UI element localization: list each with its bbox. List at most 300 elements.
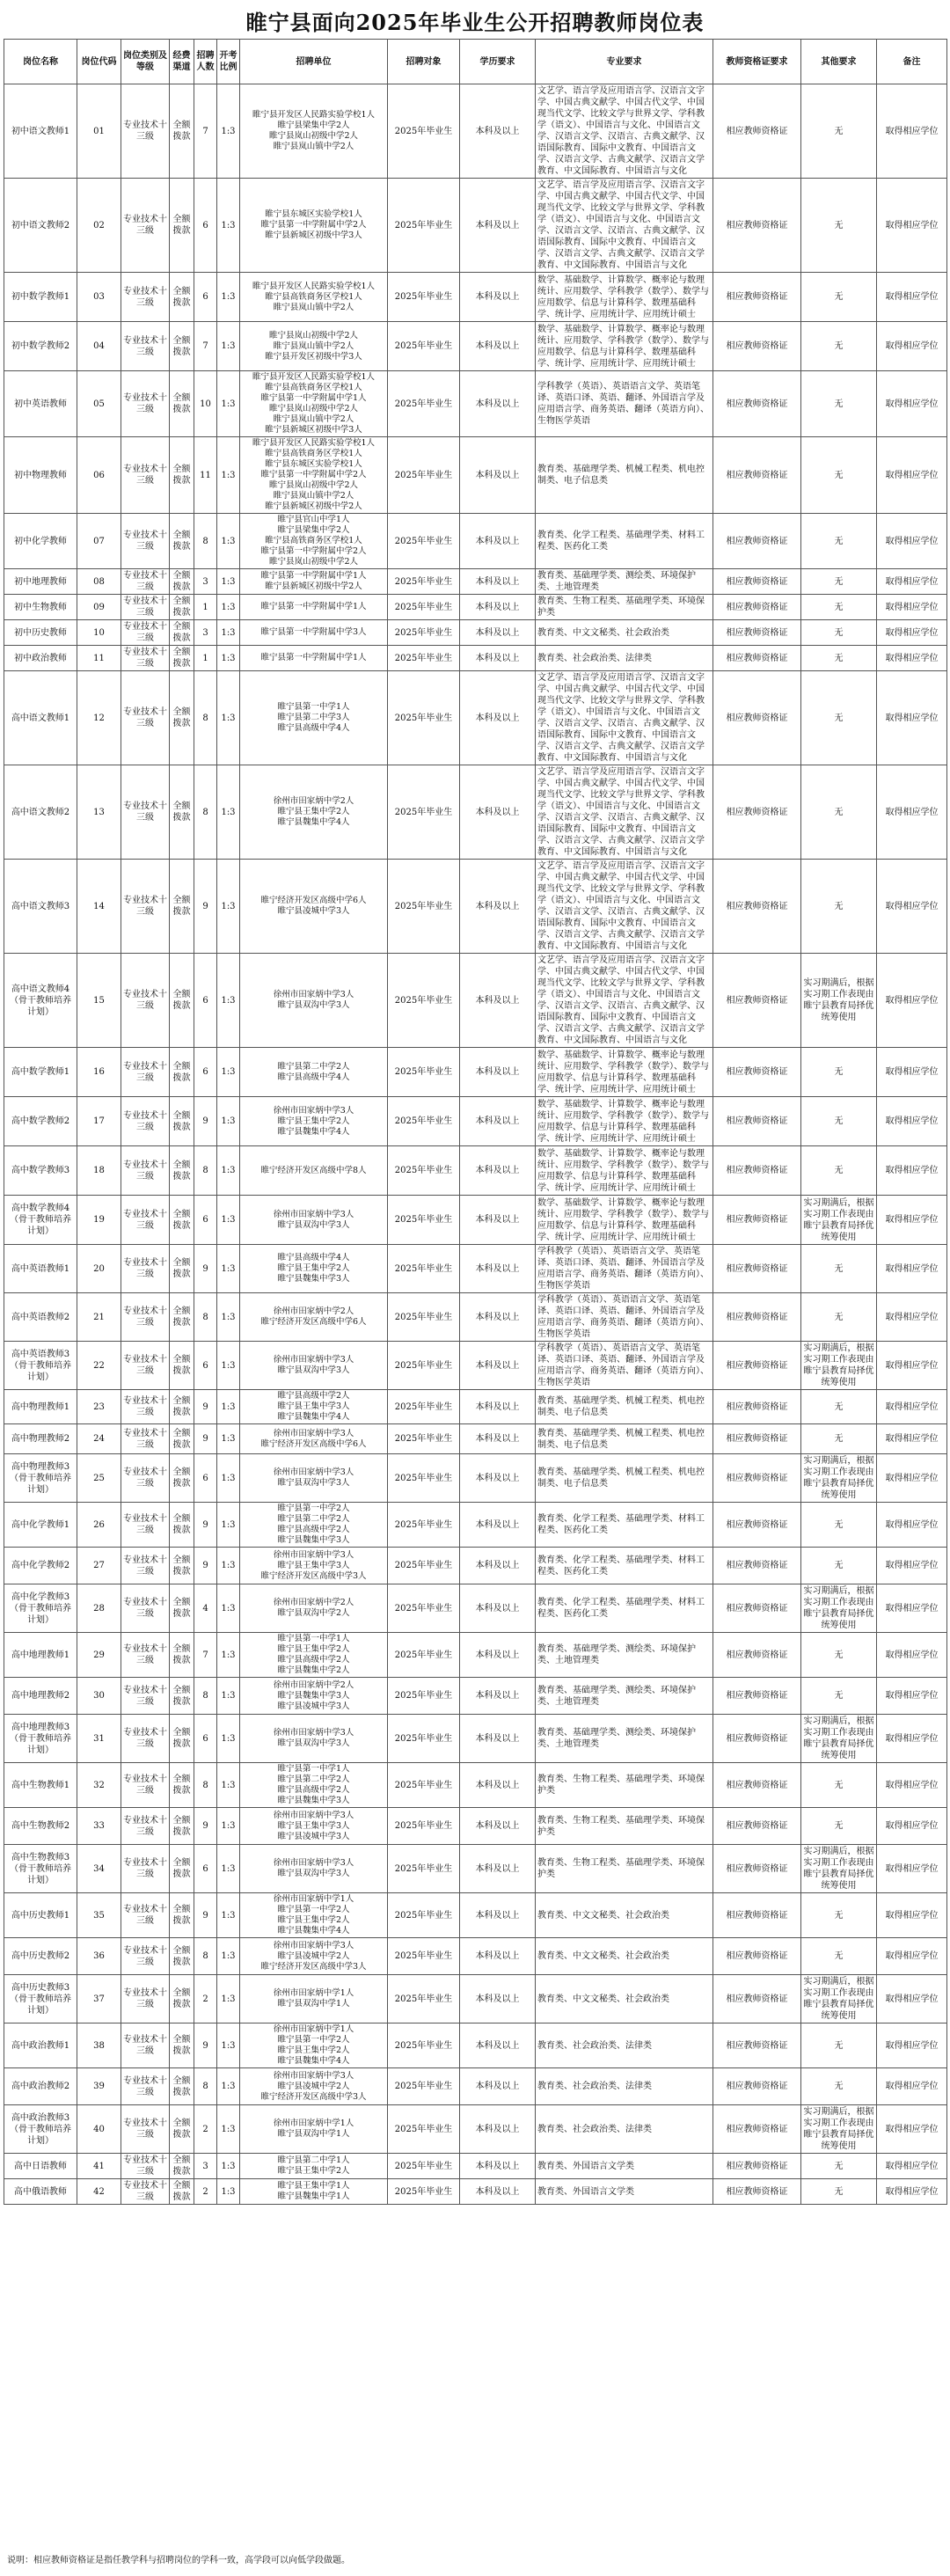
target-cell: 2025年毕业生 xyxy=(388,1975,460,2023)
remark-cell: 取得相应学位 xyxy=(877,671,947,765)
header-cell: 岗位代码 xyxy=(77,40,121,84)
remark-cell: 取得相应学位 xyxy=(877,1245,947,1293)
position-category-cell: 专业技术十三级 xyxy=(121,1845,170,1893)
headcount-cell: 8 xyxy=(194,2068,217,2105)
exam-ratio-cell: 1:3 xyxy=(217,1845,240,1893)
exam-ratio-cell: 1:3 xyxy=(217,273,240,322)
position-category-cell: 专业技术十三级 xyxy=(121,1196,170,1245)
position-name-cell: 初中物理教师 xyxy=(4,437,77,514)
remark-cell: 取得相应学位 xyxy=(877,595,947,620)
other-requirement-cell: 无 xyxy=(801,179,877,273)
hiring-units-cell: 睢宁县高级中学2人 睢宁县王集中学3人 睢宁县魏集中学4人 xyxy=(240,1390,388,1424)
major-requirement-cell: 教育类、中文文秘类、社会政治类 xyxy=(536,1893,713,1938)
hiring-units-cell: 徐州市田家炳中学3人 睢宁县双沟中学3人 xyxy=(240,1715,388,1763)
header-cell: 学历要求 xyxy=(460,40,536,84)
position-category-cell: 专业技术十三级 xyxy=(121,1893,170,1938)
table-row xyxy=(4,179,947,273)
major-requirement-cell: 文艺学、语言学及应用语言学、汉语言文字学、中国古典文献学、中国古代文学、中国现当代文学、比较文学与世界文学、学科教学（语文）、中国语言与文化、中国语言文学、汉语言文学、汉语言、古典文献学、汉语国际教育、国际中文教育、中国语言文学、汉语言文学、古典文献学、汉语言文学教育、中文国际教育、中国语言与文化 xyxy=(536,84,713,179)
position-code-cell: 24 xyxy=(77,1424,121,1454)
remark-cell: 取得相应学位 xyxy=(877,273,947,322)
position-code-cell: 34 xyxy=(77,1845,121,1893)
education-cell: 本科及以上 xyxy=(460,1715,536,1763)
position-name-cell: 高中地理教师2 xyxy=(4,1678,77,1715)
funding-cell: 全额拨款 xyxy=(170,1763,194,1808)
other-requirement-cell: 实习期满后，根据实习期工作表现由睢宁县教育局择优统筹使用 xyxy=(801,1454,877,1503)
headcount-cell: 7 xyxy=(194,84,217,179)
certificate-cell: 相应教师资格证 xyxy=(713,1975,801,2023)
education-cell: 本科及以上 xyxy=(460,569,536,595)
hiring-units-cell: 睢宁县第二中学1人 睢宁县王集中学2人 xyxy=(240,2154,388,2179)
funding-cell: 全额拨款 xyxy=(170,1097,194,1146)
table-row xyxy=(4,1763,947,1808)
exam-ratio-cell: 1:3 xyxy=(217,437,240,514)
funding-cell: 全额拨款 xyxy=(170,1424,194,1454)
position-code-cell: 12 xyxy=(77,671,121,765)
position-category-cell: 专业技术十三级 xyxy=(121,1424,170,1454)
education-cell: 本科及以上 xyxy=(460,2105,536,2154)
other-requirement-cell: 无 xyxy=(801,765,877,860)
certificate-cell: 相应教师资格证 xyxy=(713,2154,801,2179)
education-cell: 本科及以上 xyxy=(460,437,536,514)
position-category-cell: 专业技术十三级 xyxy=(121,569,170,595)
position-category-cell: 专业技术十三级 xyxy=(121,860,170,954)
major-requirement-cell: 教育类、基础理学类、机械工程类、机电控制类、电子信息类 xyxy=(536,437,713,514)
other-requirement-cell: 无 xyxy=(801,569,877,595)
position-name-cell: 高中政治教师2 xyxy=(4,2068,77,2105)
header-cell: 招聘人数 xyxy=(194,40,217,84)
major-requirement-cell: 数学、基础数学、计算数学、概率论与数理统计、应用数学、学科教学（数学）、数学与应用数学、信息与计算科学、数理基础科学、统计学、应用统计学、应用统计硕士 xyxy=(536,1146,713,1196)
table-row xyxy=(4,1845,947,1893)
funding-cell: 全额拨款 xyxy=(170,765,194,860)
exam-ratio-cell: 1:3 xyxy=(217,2023,240,2068)
table-row xyxy=(4,765,947,860)
funding-cell: 全额拨款 xyxy=(170,1342,194,1390)
target-cell: 2025年毕业生 xyxy=(388,1342,460,1390)
hiring-units-cell: 睢宁县开发区人民路实验学校1人 睢宁县高铁商务区学校1人 睢宁县岚山镇中学2人 xyxy=(240,273,388,322)
education-cell: 本科及以上 xyxy=(460,671,536,765)
other-requirement-cell: 无 xyxy=(801,1048,877,1097)
hiring-units-cell: 徐州市田家炳中学3人 睢宁县双沟中学3人 xyxy=(240,1454,388,1503)
table-row xyxy=(4,371,947,437)
other-requirement-cell: 无 xyxy=(801,2068,877,2105)
exam-ratio-cell: 1:3 xyxy=(217,2179,240,2205)
certificate-cell: 相应教师资格证 xyxy=(713,1938,801,1975)
headcount-cell: 8 xyxy=(194,765,217,860)
funding-cell: 全额拨款 xyxy=(170,595,194,620)
funding-cell: 全额拨款 xyxy=(170,1938,194,1975)
table-row xyxy=(4,1342,947,1390)
headcount-cell: 3 xyxy=(194,2154,217,2179)
headcount-cell: 9 xyxy=(194,2023,217,2068)
remark-cell: 取得相应学位 xyxy=(877,1715,947,1763)
position-category-cell: 专业技术十三级 xyxy=(121,646,170,671)
education-cell: 本科及以上 xyxy=(460,322,536,371)
education-cell: 本科及以上 xyxy=(460,954,536,1048)
header-cell: 经费渠道 xyxy=(170,40,194,84)
headcount-cell: 6 xyxy=(194,1845,217,1893)
position-code-cell: 16 xyxy=(77,1048,121,1097)
target-cell: 2025年毕业生 xyxy=(388,2154,460,2179)
header-cell: 开考比例 xyxy=(217,40,240,84)
position-name-cell: 高中历史教师3（骨干教师培养计划） xyxy=(4,1975,77,2023)
major-requirement-cell: 教育类、中文文秘类、社会政治类 xyxy=(536,1975,713,2023)
hiring-units-cell: 徐州市田家炳中学3人 睢宁县双沟中学3人 xyxy=(240,1342,388,1390)
table-row xyxy=(4,646,947,671)
remark-cell: 取得相应学位 xyxy=(877,954,947,1048)
target-cell: 2025年毕业生 xyxy=(388,1245,460,1293)
hiring-units-cell: 睢宁县王集中学1人 睢宁县魏集中学1人 xyxy=(240,2179,388,2205)
position-name-cell: 高中化学教师3（骨干教师培养计划） xyxy=(4,1584,77,1633)
position-category-cell: 专业技术十三级 xyxy=(121,2023,170,2068)
position-category-cell: 专业技术十三级 xyxy=(121,1633,170,1678)
headcount-cell: 9 xyxy=(194,1097,217,1146)
exam-ratio-cell: 1:3 xyxy=(217,1196,240,1245)
certificate-cell: 相应教师资格证 xyxy=(713,1146,801,1196)
exam-ratio-cell: 1:3 xyxy=(217,860,240,954)
remark-cell: 取得相应学位 xyxy=(877,1633,947,1678)
major-requirement-cell: 教育类、基础理学类、机械工程类、机电控制类、电子信息类 xyxy=(536,1390,713,1424)
other-requirement-cell: 无 xyxy=(801,860,877,954)
position-code-cell: 41 xyxy=(77,2154,121,2179)
table-row xyxy=(4,1390,947,1424)
education-cell: 本科及以上 xyxy=(460,2179,536,2205)
funding-cell: 全额拨款 xyxy=(170,371,194,437)
exam-ratio-cell: 1:3 xyxy=(217,671,240,765)
remark-cell: 取得相应学位 xyxy=(877,1548,947,1584)
remark-cell: 取得相应学位 xyxy=(877,2154,947,2179)
position-name-cell: 初中生物教师 xyxy=(4,595,77,620)
other-requirement-cell: 无 xyxy=(801,1097,877,1146)
position-code-cell: 40 xyxy=(77,2105,121,2154)
target-cell: 2025年毕业生 xyxy=(388,620,460,646)
hiring-units-cell: 睢宁县高级中学4人 睢宁县王集中学2人 睢宁县魏集中学3人 xyxy=(240,1245,388,1293)
headcount-cell: 8 xyxy=(194,1763,217,1808)
position-code-cell: 10 xyxy=(77,620,121,646)
position-code-cell: 35 xyxy=(77,1893,121,1938)
header-cell: 招聘单位 xyxy=(240,40,388,84)
other-requirement-cell: 无 xyxy=(801,2023,877,2068)
headcount-cell: 9 xyxy=(194,1808,217,1845)
headcount-cell: 9 xyxy=(194,1424,217,1454)
education-cell: 本科及以上 xyxy=(460,765,536,860)
exam-ratio-cell: 1:3 xyxy=(217,765,240,860)
exam-ratio-cell: 1:3 xyxy=(217,620,240,646)
table-row xyxy=(4,1293,947,1342)
certificate-cell: 相应教师资格证 xyxy=(713,1633,801,1678)
headcount-cell: 9 xyxy=(194,1503,217,1548)
certificate-cell: 相应教师资格证 xyxy=(713,2023,801,2068)
remark-cell: 取得相应学位 xyxy=(877,569,947,595)
hiring-units-cell: 徐州市田家炳中学3人 睢宁县凌城中学2人 睢宁经济开发区高级中学3人 xyxy=(240,2068,388,2105)
certificate-cell: 相应教师资格证 xyxy=(713,1424,801,1454)
footnote: 说明：相应教师资格证是指任教学科与招聘岗位的学科一致，高学段可以向低学段做题。 xyxy=(7,2556,350,2565)
headcount-cell: 4 xyxy=(194,1584,217,1633)
target-cell: 2025年毕业生 xyxy=(388,860,460,954)
remark-cell: 取得相应学位 xyxy=(877,322,947,371)
hiring-units-cell: 徐州市田家炳中学1人 睢宁县双沟中学1人 xyxy=(240,1975,388,2023)
position-code-cell: 22 xyxy=(77,1342,121,1390)
education-cell: 本科及以上 xyxy=(460,1975,536,2023)
exam-ratio-cell: 1:3 xyxy=(217,322,240,371)
hiring-units-cell: 徐州市田家炳中学2人 睢宁县双沟中学2人 xyxy=(240,1584,388,1633)
position-category-cell: 专业技术十三级 xyxy=(121,84,170,179)
major-requirement-cell: 数学、基础数学、计算数学、概率论与数理统计、应用数学、学科教学（数学）、数学与应用数学、信息与计算科学、数理基础科学、统计学、应用统计学、应用统计硕士 xyxy=(536,1196,713,1245)
exam-ratio-cell: 1:3 xyxy=(217,2105,240,2154)
hiring-units-cell: 徐州市田家炳中学3人 睢宁县双沟中学3人 xyxy=(240,954,388,1048)
hiring-units-cell: 徐州市田家炳中学3人 睢宁县凌城中学2人 睢宁经济开发区高级中学3人 xyxy=(240,1938,388,1975)
other-requirement-cell: 无 xyxy=(801,2154,877,2179)
exam-ratio-cell: 1:3 xyxy=(217,1503,240,1548)
exam-ratio-cell: 1:3 xyxy=(217,1763,240,1808)
position-category-cell: 专业技术十三级 xyxy=(121,1454,170,1503)
table-row xyxy=(4,1048,947,1097)
other-requirement-cell: 无 xyxy=(801,514,877,569)
other-requirement-cell: 实习期满后，根据实习期工作表现由睢宁县教育局择优统筹使用 xyxy=(801,1845,877,1893)
position-name-cell: 初中英语教师 xyxy=(4,371,77,437)
target-cell: 2025年毕业生 xyxy=(388,1424,460,1454)
table-row xyxy=(4,569,947,595)
exam-ratio-cell: 1:3 xyxy=(217,1342,240,1390)
other-requirement-cell: 实习期满后，根据实习期工作表现由睢宁县教育局择优统筹使用 xyxy=(801,1196,877,1245)
position-code-cell: 18 xyxy=(77,1146,121,1196)
hiring-units-cell: 徐州市田家炳中学3人 睢宁县王集中学3人 睢宁县凌城中学3人 xyxy=(240,1808,388,1845)
position-name-cell: 高中日语教师 xyxy=(4,2154,77,2179)
remark-cell: 取得相应学位 xyxy=(877,1503,947,1548)
position-name-cell: 高中语文教师4（骨干教师培养计划） xyxy=(4,954,77,1048)
funding-cell: 全额拨款 xyxy=(170,1548,194,1584)
other-requirement-cell: 实习期满后，根据实习期工作表现由睢宁县教育局择优统筹使用 xyxy=(801,1342,877,1390)
other-requirement-cell: 无 xyxy=(801,1548,877,1584)
hiring-units-cell: 睢宁县第一中学1人 睢宁县第二中学2人 睢宁县高级中学2人 睢宁县魏集中学3人 xyxy=(240,1763,388,1808)
table-row xyxy=(4,1633,947,1678)
position-category-cell: 专业技术十三级 xyxy=(121,1048,170,1097)
hiring-units-cell: 徐州市田家炳中学2人 睢宁县魏集中学3人 睢宁县凌城中学3人 xyxy=(240,1678,388,1715)
other-requirement-cell: 无 xyxy=(801,1633,877,1678)
certificate-cell: 相应教师资格证 xyxy=(713,671,801,765)
major-requirement-cell: 教育类、外国语言文学类 xyxy=(536,2154,713,2179)
target-cell: 2025年毕业生 xyxy=(388,437,460,514)
funding-cell: 全额拨款 xyxy=(170,569,194,595)
headcount-cell: 1 xyxy=(194,646,217,671)
funding-cell: 全额拨款 xyxy=(170,620,194,646)
headcount-cell: 6 xyxy=(194,1715,217,1763)
education-cell: 本科及以上 xyxy=(460,1584,536,1633)
position-code-cell: 38 xyxy=(77,2023,121,2068)
position-code-cell: 37 xyxy=(77,1975,121,2023)
certificate-cell: 相应教师资格证 xyxy=(713,1808,801,1845)
headcount-cell: 2 xyxy=(194,1975,217,2023)
major-requirement-cell: 学科教学（英语）、英语语言文学、英语笔译、英语口译、英语、翻译、外国语言学及应用语言学、商务英语、翻译（英语方向）、生物医学英语 xyxy=(536,1293,713,1342)
table-row xyxy=(4,1975,947,2023)
major-requirement-cell: 文艺学、语言学及应用语言学、汉语言文字学、中国古典文献学、中国古代文学、中国现当代文学、比较文学与世界文学、学科教学（语文）、中国语言与文化、中国语言文学、汉语言文学、汉语言、古典文献学、汉语国际教育、国际中文教育、中国语言文学、汉语言文学、古典文献学、汉语言文学教育、中文国际教育、中国语言与文化 xyxy=(536,179,713,273)
funding-cell: 全额拨款 xyxy=(170,1146,194,1196)
exam-ratio-cell: 1:3 xyxy=(217,371,240,437)
other-requirement-cell: 无 xyxy=(801,322,877,371)
position-name-cell: 初中历史教师 xyxy=(4,620,77,646)
document-title: 睢宁县面向2025年毕业生公开招聘教师岗位表 xyxy=(245,10,705,35)
table-row xyxy=(4,1146,947,1196)
remark-cell: 取得相应学位 xyxy=(877,1097,947,1146)
certificate-cell: 相应教师资格证 xyxy=(713,371,801,437)
hiring-units-cell: 睢宁县第一中学附属中学1人 xyxy=(240,646,388,671)
remark-cell: 取得相应学位 xyxy=(877,371,947,437)
position-code-cell: 26 xyxy=(77,1503,121,1548)
certificate-cell: 相应教师资格证 xyxy=(713,514,801,569)
hiring-units-cell: 徐州市田家炳中学2人 睢宁县王集中学2人 睢宁县魏集中学4人 xyxy=(240,765,388,860)
headcount-cell: 2 xyxy=(194,2179,217,2205)
position-code-cell: 04 xyxy=(77,322,121,371)
headcount-cell: 7 xyxy=(194,322,217,371)
target-cell: 2025年毕业生 xyxy=(388,1678,460,1715)
table-row xyxy=(4,437,947,514)
certificate-cell: 相应教师资格证 xyxy=(713,620,801,646)
target-cell: 2025年毕业生 xyxy=(388,1584,460,1633)
table-row xyxy=(4,595,947,620)
position-category-cell: 专业技术十三级 xyxy=(121,1293,170,1342)
position-name-cell: 高中生物教师3（骨干教师培养计划） xyxy=(4,1845,77,1893)
position-name-cell: 高中数学教师3 xyxy=(4,1146,77,1196)
table-row xyxy=(4,860,947,954)
major-requirement-cell: 教育类、基础理学类、机械工程类、机电控制类、电子信息类 xyxy=(536,1454,713,1503)
education-cell: 本科及以上 xyxy=(460,2154,536,2179)
certificate-cell: 相应教师资格证 xyxy=(713,860,801,954)
education-cell: 本科及以上 xyxy=(460,860,536,954)
position-code-cell: 13 xyxy=(77,765,121,860)
funding-cell: 全额拨款 xyxy=(170,179,194,273)
funding-cell: 全额拨款 xyxy=(170,1048,194,1097)
remark-cell: 取得相应学位 xyxy=(877,646,947,671)
target-cell: 2025年毕业生 xyxy=(388,1715,460,1763)
education-cell: 本科及以上 xyxy=(460,514,536,569)
funding-cell: 全额拨款 xyxy=(170,1975,194,2023)
table-row xyxy=(4,1808,947,1845)
hiring-units-cell: 睢宁经济开发区高级中学8人 xyxy=(240,1146,388,1196)
education-cell: 本科及以上 xyxy=(460,2068,536,2105)
position-category-cell: 专业技术十三级 xyxy=(121,273,170,322)
position-code-cell: 36 xyxy=(77,1938,121,1975)
exam-ratio-cell: 1:3 xyxy=(217,569,240,595)
remark-cell: 取得相应学位 xyxy=(877,514,947,569)
position-category-cell: 专业技术十三级 xyxy=(121,1763,170,1808)
education-cell: 本科及以上 xyxy=(460,1048,536,1097)
target-cell: 2025年毕业生 xyxy=(388,1390,460,1424)
funding-cell: 全额拨款 xyxy=(170,437,194,514)
hiring-units-cell: 徐州市田家炳中学3人 睢宁县王集中学3人 睢宁经济开发区高级中学3人 xyxy=(240,1548,388,1584)
major-requirement-cell: 学科教学（英语）、英语语言文学、英语笔译、英语口译、英语、翻译、外国语言学及应用语言学、商务英语、翻译（英语方向）、生物医学英语 xyxy=(536,1342,713,1390)
headcount-cell: 1 xyxy=(194,595,217,620)
certificate-cell: 相应教师资格证 xyxy=(713,1048,801,1097)
position-category-cell: 专业技术十三级 xyxy=(121,2068,170,2105)
target-cell: 2025年毕业生 xyxy=(388,273,460,322)
other-requirement-cell: 无 xyxy=(801,437,877,514)
major-requirement-cell: 教育类、化学工程类、基础理学类、材料工程类、医药化工类 xyxy=(536,1503,713,1548)
funding-cell: 全额拨款 xyxy=(170,1584,194,1633)
major-requirement-cell: 数学、基础数学、计算数学、概率论与数理统计、应用数学、学科教学（数学）、数学与应用数学、信息与计算科学、数理基础科学、统计学、应用统计学、应用统计硕士 xyxy=(536,1097,713,1146)
education-cell: 本科及以上 xyxy=(460,1763,536,1808)
target-cell: 2025年毕业生 xyxy=(388,1808,460,1845)
table-body xyxy=(4,84,947,2205)
position-name-cell: 初中政治教师 xyxy=(4,646,77,671)
target-cell: 2025年毕业生 xyxy=(388,1893,460,1938)
position-category-cell: 专业技术十三级 xyxy=(121,1975,170,2023)
education-cell: 本科及以上 xyxy=(460,1678,536,1715)
hiring-units-cell: 睢宁县开发区人民路实验学校1人 睢宁县高铁商务区学校1人 睢宁县第一中学附属中学1人 睢宁县岚山初级中学2人 睢宁县岚山镇中学2人 睢宁县新城区初级中学3人 xyxy=(240,371,388,437)
target-cell: 2025年毕业生 xyxy=(388,1097,460,1146)
position-name-cell: 高中政治教师1 xyxy=(4,2023,77,2068)
certificate-cell: 相应教师资格证 xyxy=(713,1097,801,1146)
certificate-cell: 相应教师资格证 xyxy=(713,179,801,273)
hiring-units-cell: 睢宁县第一中学附属中学3人 xyxy=(240,620,388,646)
table-row xyxy=(4,1715,947,1763)
header-cell: 岗位类别及等级 xyxy=(121,40,170,84)
headcount-cell: 6 xyxy=(194,954,217,1048)
position-name-cell: 高中化学教师1 xyxy=(4,1503,77,1548)
certificate-cell: 相应教师资格证 xyxy=(713,765,801,860)
education-cell: 本科及以上 xyxy=(460,1342,536,1390)
certificate-cell: 相应教师资格证 xyxy=(713,569,801,595)
position-code-cell: 32 xyxy=(77,1763,121,1808)
header-cell: 招聘对象 xyxy=(388,40,460,84)
position-code-cell: 25 xyxy=(77,1454,121,1503)
target-cell: 2025年毕业生 xyxy=(388,2023,460,2068)
exam-ratio-cell: 1:3 xyxy=(217,1633,240,1678)
table-row xyxy=(4,1503,947,1548)
remark-cell: 取得相应学位 xyxy=(877,2023,947,2068)
position-code-cell: 06 xyxy=(77,437,121,514)
exam-ratio-cell: 1:3 xyxy=(217,1715,240,1763)
position-category-cell: 专业技术十三级 xyxy=(121,1808,170,1845)
headcount-cell: 8 xyxy=(194,514,217,569)
position-code-cell: 15 xyxy=(77,954,121,1048)
major-requirement-cell: 教育类、生物工程类、基础理学类、环境保护类 xyxy=(536,1808,713,1845)
headcount-cell: 6 xyxy=(194,273,217,322)
position-category-cell: 专业技术十三级 xyxy=(121,1548,170,1584)
certificate-cell: 相应教师资格证 xyxy=(713,1763,801,1808)
other-requirement-cell: 无 xyxy=(801,2179,877,2205)
headcount-cell: 2 xyxy=(194,2105,217,2154)
other-requirement-cell: 无 xyxy=(801,371,877,437)
position-category-cell: 专业技术十三级 xyxy=(121,2154,170,2179)
position-name-cell: 高中地理教师3（骨干教师培养计划） xyxy=(4,1715,77,1763)
major-requirement-cell: 教育类、化学工程类、基础理学类、材料工程类、医药化工类 xyxy=(536,514,713,569)
headcount-cell: 8 xyxy=(194,1293,217,1342)
remark-cell: 取得相应学位 xyxy=(877,1763,947,1808)
hiring-units-cell: 睢宁县岚山初级中学2人 睢宁县岚山镇中学2人 睢宁县开发区初级中学3人 xyxy=(240,322,388,371)
remark-cell: 取得相应学位 xyxy=(877,1342,947,1390)
remark-cell: 取得相应学位 xyxy=(877,1808,947,1845)
table-row xyxy=(4,2154,947,2179)
exam-ratio-cell: 1:3 xyxy=(217,1293,240,1342)
funding-cell: 全额拨款 xyxy=(170,2154,194,2179)
position-name-cell: 初中数学教师2 xyxy=(4,322,77,371)
position-name-cell: 高中数学教师2 xyxy=(4,1097,77,1146)
funding-cell: 全额拨款 xyxy=(170,1678,194,1715)
headcount-cell: 8 xyxy=(194,1678,217,1715)
headcount-cell: 9 xyxy=(194,1893,217,1938)
position-category-cell: 专业技术十三级 xyxy=(121,2179,170,2205)
position-code-cell: 01 xyxy=(77,84,121,179)
hiring-units-cell: 睢宁县开发区人民路实验学校1人 睢宁县梁集中学2人 睢宁县岚山初级中学2人 睢宁县岚山镇中学2人 xyxy=(240,84,388,179)
position-name-cell: 高中俄语教师 xyxy=(4,2179,77,2205)
hiring-units-cell: 睢宁县东城区实验学校1人 睢宁县第一中学附属中学2人 睢宁县新城区初级中学3人 xyxy=(240,179,388,273)
remark-cell: 取得相应学位 xyxy=(877,1454,947,1503)
position-code-cell: 02 xyxy=(77,179,121,273)
exam-ratio-cell: 1:3 xyxy=(217,179,240,273)
education-cell: 本科及以上 xyxy=(460,1845,536,1893)
table-row xyxy=(4,2105,947,2154)
position-name-cell: 高中生物教师2 xyxy=(4,1808,77,1845)
education-cell: 本科及以上 xyxy=(460,1424,536,1454)
